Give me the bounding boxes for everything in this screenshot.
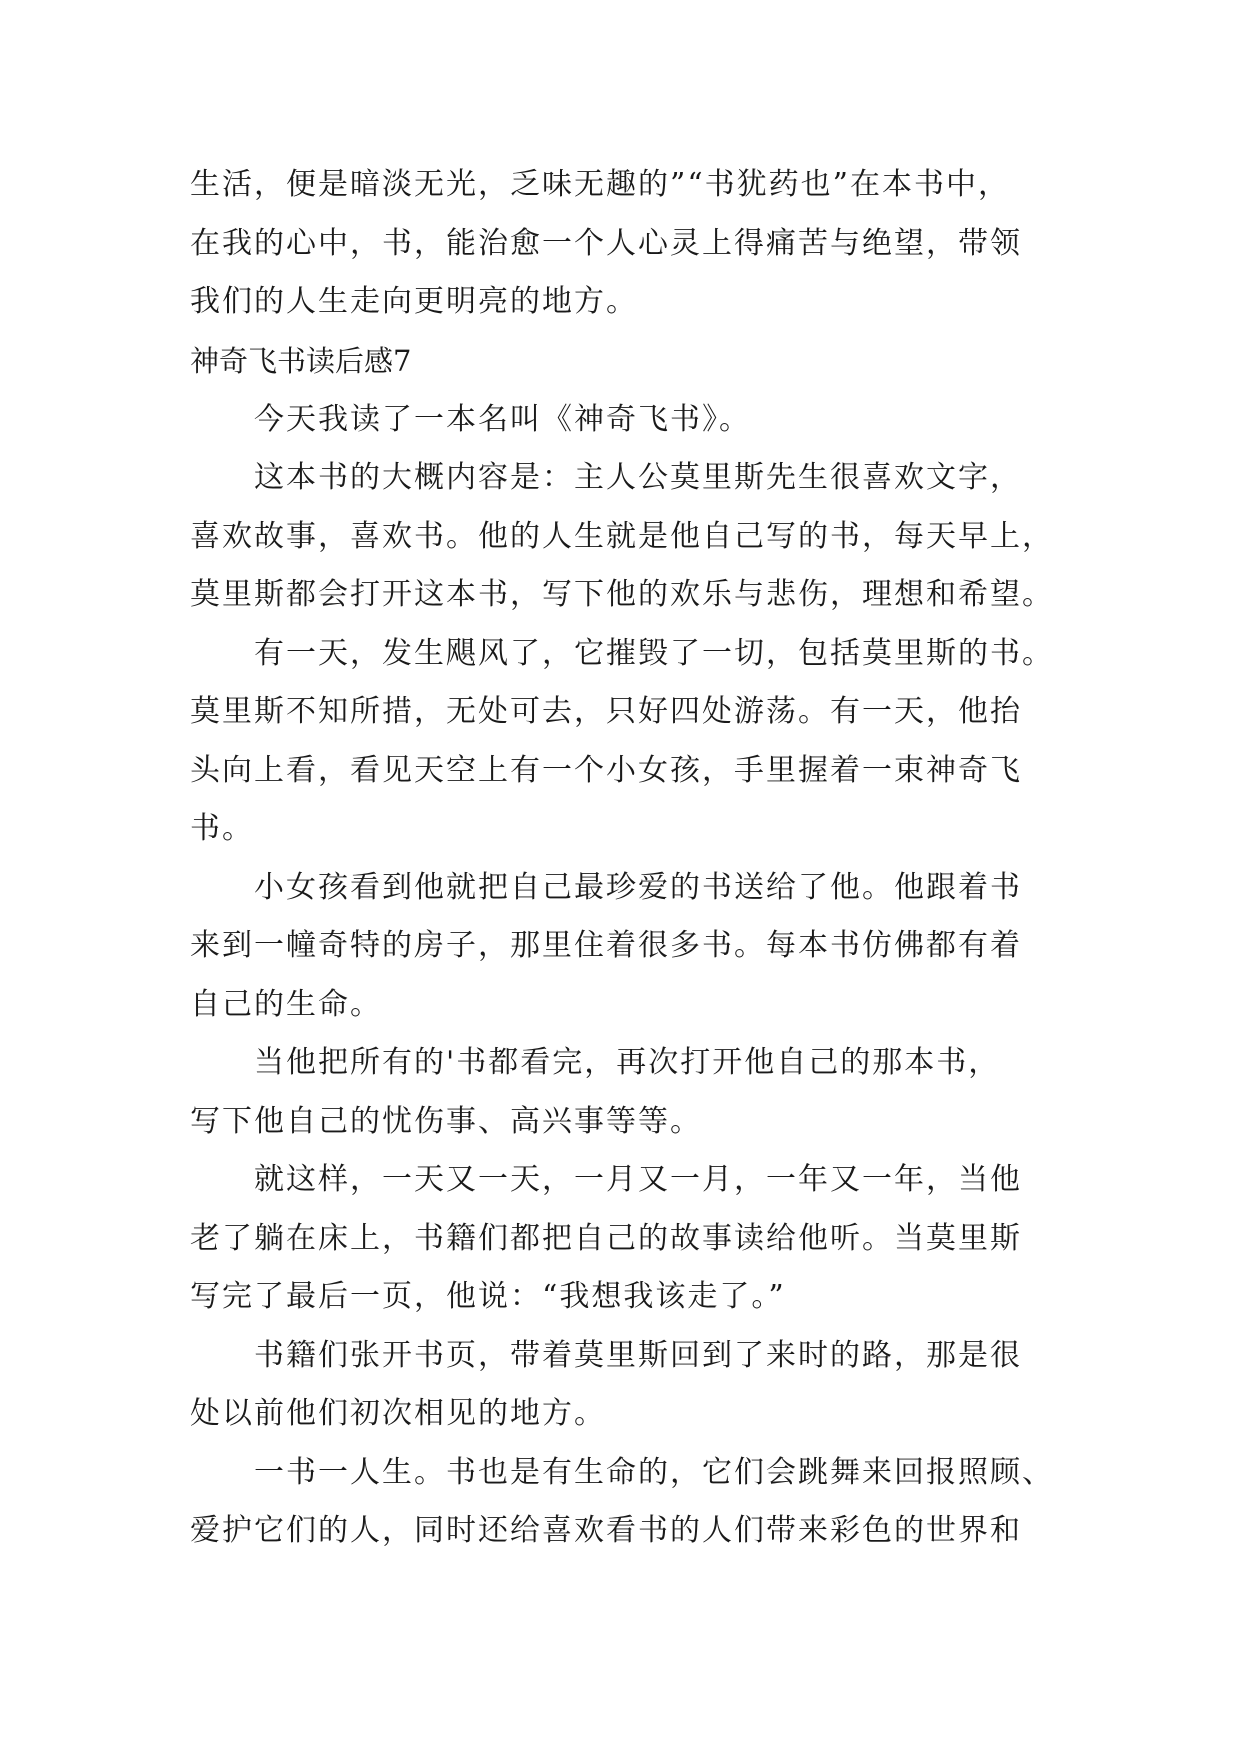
- text-line: 生活，便是暗淡无光，乏味无趣的”“书犹药也”在本书中，: [190, 167, 1011, 202]
- text-line: 喜欢故事，喜欢书。他的人生就是他自己写的书，每天早上，: [190, 519, 1054, 554]
- text-line: 今天我读了一本名叫《神奇飞书》。: [254, 402, 751, 437]
- text-line: 有一天，发生飓风了，它摧毁了一切，包括莫里斯的书。: [254, 636, 1054, 671]
- text-line: 就这样，一天又一天，一月又一月，一年又一年，当他: [254, 1162, 1022, 1197]
- text-line: 写完了最后一页，他说：“我想我该走了。”: [190, 1279, 786, 1314]
- text-line: 这本书的大概内容是：主人公莫里斯先生很喜欢文字，: [254, 460, 1022, 495]
- text-line: 当他把所有的'书都看完，再次打开他自己的那本书，: [254, 1045, 1001, 1080]
- text-line: 我们的人生走向更明亮的地方。: [190, 284, 638, 319]
- text-line: 小女孩看到他就把自己最珍爱的书送给了他。他跟着书: [254, 870, 1022, 905]
- text-line: 莫里斯不知所措，无处可去，只好四处游荡。有一天，他抬: [190, 694, 1022, 729]
- text-line: 一书一人生。书也是有生命的，它们会跳舞来回报照顾、: [254, 1455, 1054, 1490]
- section-title: 神奇飞书读后感7: [190, 344, 412, 378]
- text-line: 处以前他们初次相见的地方。: [190, 1396, 606, 1431]
- text-line: 来到一幢奇特的房子，那里住着很多书。每本书仿佛都有着: [190, 928, 1022, 963]
- text-line: 老了躺在床上，书籍们都把自己的故事读给他听。当莫里斯: [190, 1221, 1022, 1256]
- text-line: 书籍们张开书页，带着莫里斯回到了来时的路，那是很: [254, 1338, 1022, 1373]
- text-line: 自己的生命。: [190, 987, 382, 1022]
- text-line: 书。: [190, 811, 254, 846]
- text-line: 头向上看，看见天空上有一个小女孩，手里握着一束神奇飞: [190, 753, 1022, 788]
- text-line: 莫里斯都会打开这本书，写下他的欢乐与悲伤，理想和希望。: [190, 577, 1054, 612]
- text-line: 爱护它们的人，同时还给喜欢看书的人们带来彩色的世界和: [190, 1513, 1022, 1548]
- text-line: 写下他自己的忧伤事、高兴事等等。: [190, 1104, 702, 1139]
- text-line: 在我的心中，书，能治愈一个人心灵上得痛苦与绝望，带领: [190, 226, 1022, 261]
